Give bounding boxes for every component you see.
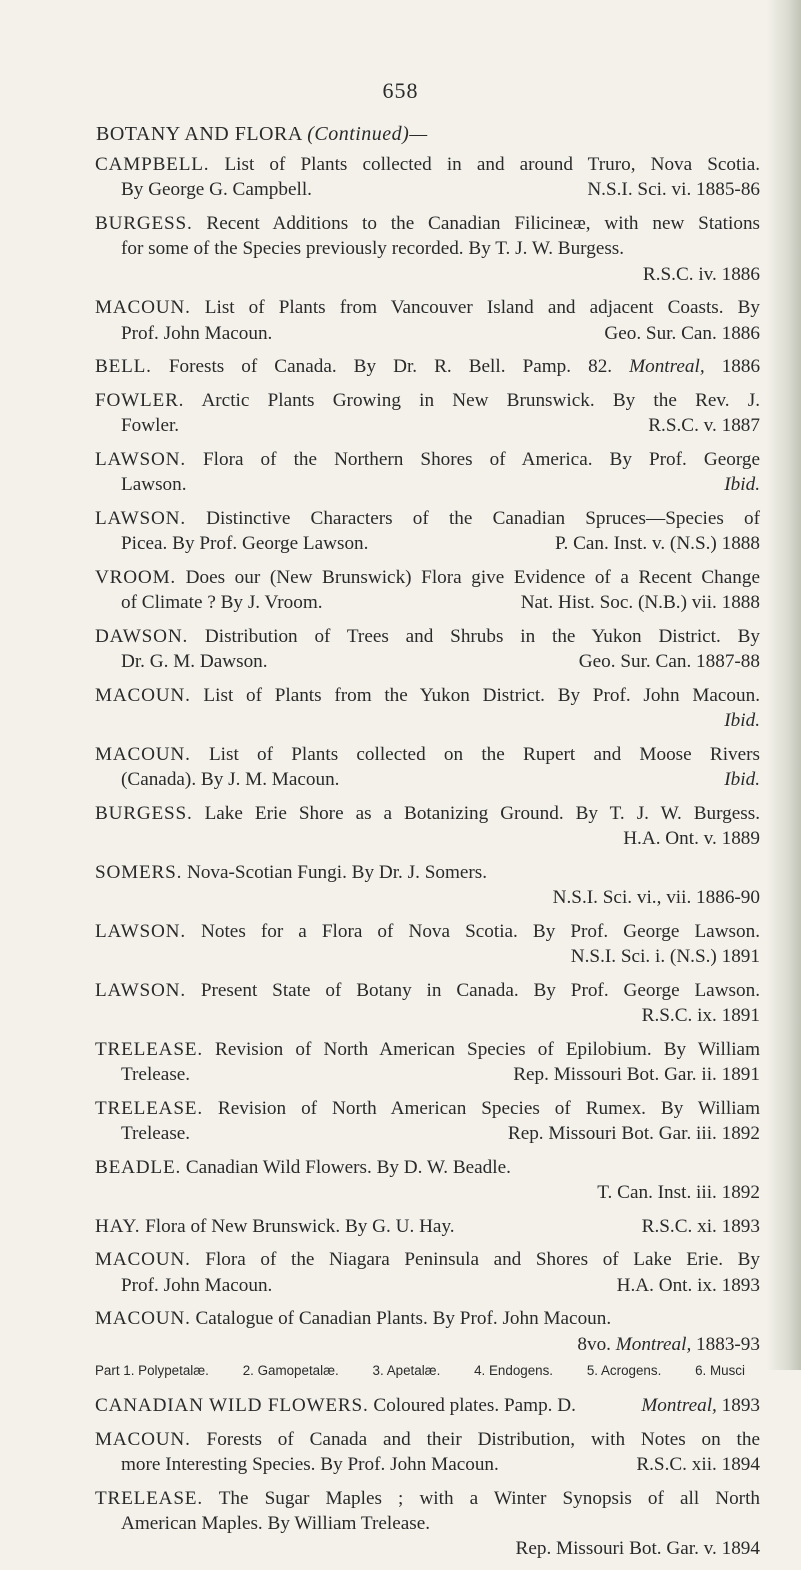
entry-author: HAY. [95,1215,141,1237]
bibliography-entry [95,447,760,498]
entry-reference: R.S.C. xii. 1894 [636,1453,760,1475]
entry-author: CAMPBELL. [95,154,210,175]
entry-title: Nova-Scotian Fungi. By Dr. J. Somers. [186,861,488,883]
entry-title: Notes for a Flora of Nova Scotia. By Prof. George Lawson. [201,920,761,942]
part-item: 4. Endogens. [474,1362,554,1378]
entry-reference: Geo. Sur. Can. 1886 [604,322,760,344]
entry-title-cont: more Interesting Species. By Prof. John Macoun. [121,1453,499,1475]
part-item: 6. Musci [695,1362,745,1378]
entry-title-cont: (Canada). By J. M. Macoun. [121,769,340,791]
entry-title-cont: Picea. By Prof. George Lawson. [121,533,369,555]
bibliography-entry [95,683,760,734]
bibliography-entry [95,742,760,793]
entry-reference: Pamp. 82. Montreal, 1886 [522,356,761,378]
bibliography-entry [95,388,760,439]
entry-title: Distribution of Trees and Shrubs in the Yukon District. By [204,625,760,647]
entry-reference: Ibid. [724,710,760,732]
entry-title-cont: Trelease. [121,1064,191,1086]
entry-title: Coloured plates. Pamp. D. [373,1394,576,1416]
entry-reference: Ibid. [724,769,760,791]
entry-author: LAWSON. [95,979,186,1001]
bibliography-entry [95,860,760,911]
bibliography-entry [95,152,760,203]
entry-author: TRELEASE. [95,1038,203,1060]
entry-author: MACOUN. [95,684,191,706]
entry-title: List of Plants collected in and around Truro, Nova Scotia. [224,154,761,175]
section-continued: (Continued)— [307,123,428,145]
entry-reference: R.S.C. v. 1887 [648,415,760,437]
page-edge-shadow [767,0,801,1370]
entry-author: BEADLE. [95,1156,182,1178]
entry-author: SOMERS. [95,861,183,883]
entry-reference: H.A. Ont. ix. 1893 [616,1274,760,1296]
bibliography-entry [95,1096,760,1147]
entry-reference: Montreal, 1893 [641,1394,760,1416]
entry-author: MACOUN. [95,1249,191,1271]
entry-title: Flora of the Northern Shores of America. By Prof. George [203,448,761,470]
entry-title: Revision of North American Species of Rumex. By William [217,1097,761,1119]
bibliography-entry [95,211,760,287]
entry-title: Does our (New Brunswick) Flora give Evidence of a Recent Change [185,566,760,588]
entry-title: Forests of Canada. By Dr. R. Bell. [168,356,506,378]
entry-title: List of Plants from the Yukon District. By Prof. John Macoun. [203,684,761,706]
entry-title: Revision of North American Species of Epilobium. By William [215,1038,760,1060]
bibliography-entry [95,1486,760,1562]
bibliography-entry [95,624,760,675]
entry-title-cont: Fowler. [121,415,180,437]
section-heading [96,123,428,146]
entry-author: BURGESS. [95,802,193,824]
entry-reference: R.S.C. ix. 1891 [641,1005,760,1027]
entry-reference: Rep. Missouri Bot. Gar. ii. 1891 [513,1064,760,1086]
bibliography-entry [95,565,760,616]
entry-title-cont: American Maples. By William Trelease. [121,1512,431,1534]
entry-reference: N.S.I. Sci. i. (N.S.) 1891 [570,946,760,968]
part-item: 5. Acrogens. [586,1362,662,1378]
entry-author: CANADIAN WILD FLOWERS. [95,1394,369,1416]
entry-author: TRELEASE. [95,1097,203,1119]
entry-reference: Nat. Hist. Soc. (N.B.) vii. 1888 [520,592,760,614]
entry-title-cont: of Climate ? By J. Vroom. [121,592,323,614]
entry-reference: Rep. Missouri Bot. Gar. iii. 1892 [507,1123,760,1145]
bibliography-entry [95,1393,760,1418]
entry-author: VROOM. [95,566,177,588]
bibliography-entry [95,1247,760,1298]
bibliography-entry [95,1037,760,1088]
bibliography-entry [95,919,760,970]
entry-reference: R.S.C. xi. 1893 [641,1215,760,1237]
entry-title: Catalogue of Canadian Plants. By Prof. John Macoun. [195,1308,612,1330]
entry-author: MACOUN. [95,1428,191,1450]
entry-reference: 8vo. Montreal, 1883-93 [577,1333,760,1355]
entry-title: List of Plants collected on the Rupert and Moose Rivers [208,743,761,765]
entry-author: BURGESS. [95,212,193,234]
bibliography-entry [95,506,760,557]
entry-reference: T. Can. Inst. iii. 1892 [597,1182,760,1204]
entry-title: Forests of Canada and their Distribution, with Notes on the [206,1428,760,1450]
bibliography-entry [95,354,760,379]
entry-title-cont: for some of the Species previously recorded. By T. J. W. Burgess. [121,238,625,260]
part-item: 2. Gamopetalæ. [242,1362,339,1378]
entry-author: MACOUN. [95,1308,191,1330]
entry-author: LAWSON. [95,448,186,470]
bibliography-entry [95,1306,760,1357]
entry-author: MACOUN. [95,743,191,765]
entry-title: Flora of New Brunswick. By G. U. Hay. [145,1215,455,1237]
bibliography-entry [95,978,760,1029]
part-item: 3. Apetalæ. [372,1362,441,1378]
entry-title: Canadian Wild Flowers. By D. W. Beadle. [185,1156,511,1178]
bibliography-entry [95,801,760,852]
entry-title: List of Plants from Vancouver Island and adjacent Coasts. By [204,297,761,319]
entry-title-cont: Prof. John Macoun. [121,322,273,344]
entry-reference: R.S.C. iv. 1886 [642,263,760,285]
entry-title: Recent Additions to the Canadian Filicineæ, with new Stations [206,212,761,234]
bibliography-list [95,152,760,1570]
entry-title-cont: Dr. G. M. Dawson. [121,651,268,673]
entry-title: Flora of the Niagara Peninsula and Shores of Lake Erie. By [205,1249,761,1271]
entry-author: FOWLER. [95,389,185,411]
part-item: Part 1. Polypetalæ. [95,1362,209,1378]
entry-title-cont: By George G. Campbell. [121,179,312,201]
page-number: 658 [382,78,419,103]
entry-reference: Geo. Sur. Can. 1887-88 [578,651,760,673]
section-title: BOTANY AND FLORA [96,123,302,145]
entry-title: Present State of Botany in Canada. By Prof. George Lawson. [200,979,761,1001]
entry-author: BELL. [95,356,152,378]
entry-title: Distinctive Characters of the Canadian Spruces—Species of [206,507,760,529]
bibliography-entry [95,1155,760,1206]
entry-title-cont: Prof. John Macoun. [121,1274,273,1296]
entry-author: TRELEASE. [95,1487,203,1509]
bibliography-entry [95,1427,760,1478]
entry-author: LAWSON. [95,507,186,529]
entry-title: The Sugar Maples ; with a Winter Synopsis of all North [218,1487,761,1509]
bibliography-entry [95,295,760,346]
entry-reference: Rep. Missouri Bot. Gar. v. 1894 [515,1538,760,1560]
entry-title-cont: Trelease. [121,1123,191,1145]
entry-author: LAWSON. [95,920,186,942]
entry-reference: N.S.I. Sci. vi. 1885-86 [587,179,760,201]
entry-reference: Ibid. [724,474,760,496]
entry-reference: P. Can. Inst. v. (N.S.) 1888 [554,533,760,555]
catalogue-parts-line [95,1361,745,1381]
entry-reference: N.S.I. Sci. vi., vii. 1886-90 [552,887,760,909]
entry-title: Lake Erie Shore as a Botanizing Ground. By T. J. W. Burgess. [204,802,760,824]
entry-author: MACOUN. [95,297,191,319]
entry-title-cont: Lawson. [121,474,187,496]
entry-reference: H.A. Ont. v. 1889 [623,828,760,850]
bibliography-entry [95,1214,760,1239]
entry-title: Arctic Plants Growing in New Brunswick. By the Rev. J. [201,389,760,411]
entry-author: DAWSON. [95,625,189,647]
